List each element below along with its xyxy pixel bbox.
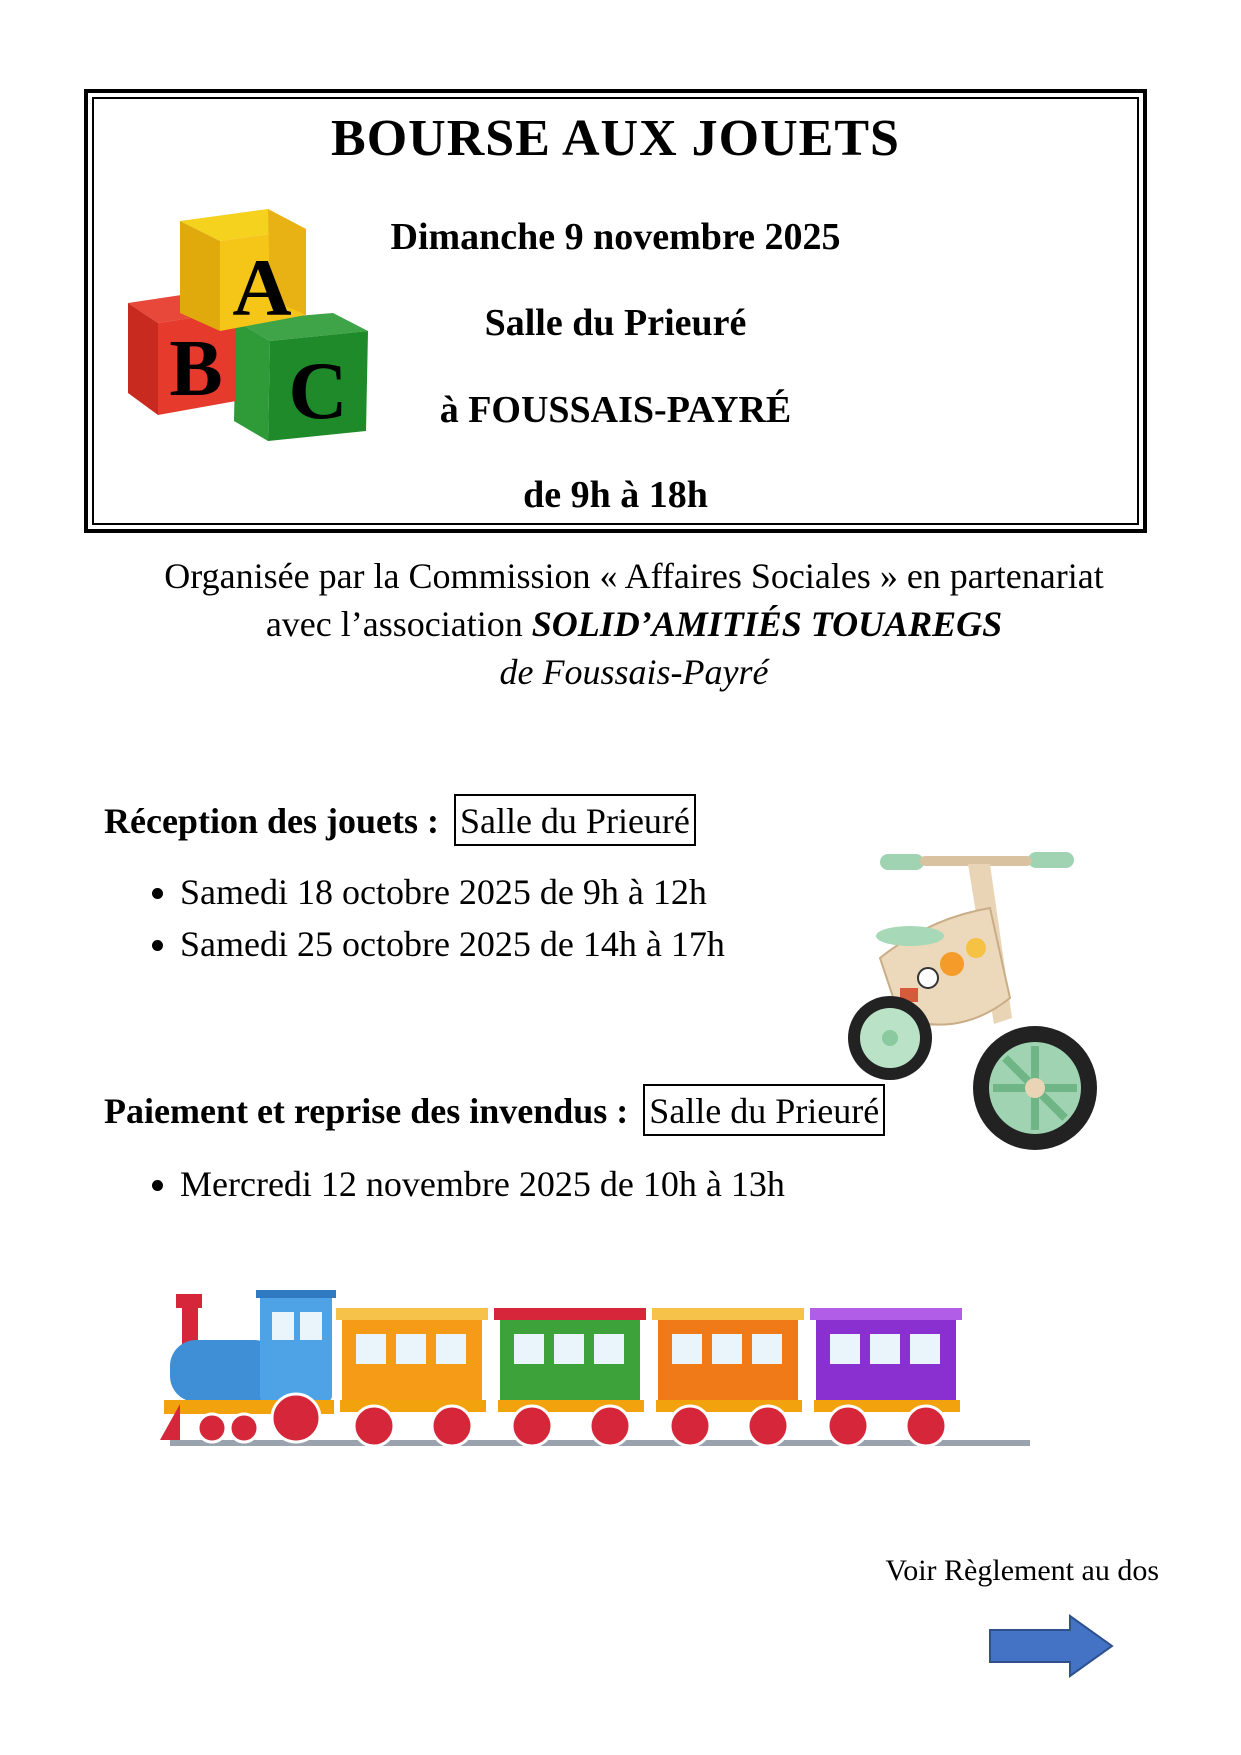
organizer-line-2 [84,600,1184,648]
payment-heading: Paiement et reprise des invendus : [104,1091,629,1131]
event-title: BOURSE AUX JOUETS [331,110,900,167]
event-date: Dimanche 9 novembre 2025 [390,216,841,258]
payment-place: Salle du Prieuré [643,1084,885,1136]
organizer-prefix: avec l’association [265,604,532,644]
event-header-box [84,89,1147,533]
payment-heading-row [104,1084,885,1136]
footer-note: Voir Règlement au dos [885,1554,1159,1587]
reception-place: Salle du Prieuré [454,794,696,846]
list-item: • Samedi 25 octobre 2025 de 14h à 17h [180,918,725,970]
event-venue: Salle du Prieuré [484,302,747,344]
organizer-line-1: Organisée par la Commission « Affaires Sociales » en partenariat [164,556,1104,596]
toy-train-icon [160,1290,1040,1470]
list-item: • Mercredi 12 novembre 2025 de 10h à 13h [180,1158,785,1210]
association-name: SOLID’AMITIÉS TOUAREGS [531,604,1003,644]
payment-list [140,1158,785,1210]
event-hours: de 9h à 18h [523,474,708,516]
organizer-line-3: de Foussais-Payré [499,652,769,692]
right-arrow-icon [988,1614,1114,1678]
list-item: • Samedi 18 octobre 2025 de 9h à 12h [180,866,725,918]
reception-heading: Réception des jouets : [104,801,439,841]
block-letter-a: A [232,242,292,333]
reception-heading-row [104,794,696,846]
abc-blocks-icon [128,203,368,443]
block-letter-b: B [169,325,223,413]
event-town: à FOUSSAIS-PAYRÉ [439,389,792,431]
block-letter-c: C [288,345,348,436]
reception-list [140,866,725,970]
